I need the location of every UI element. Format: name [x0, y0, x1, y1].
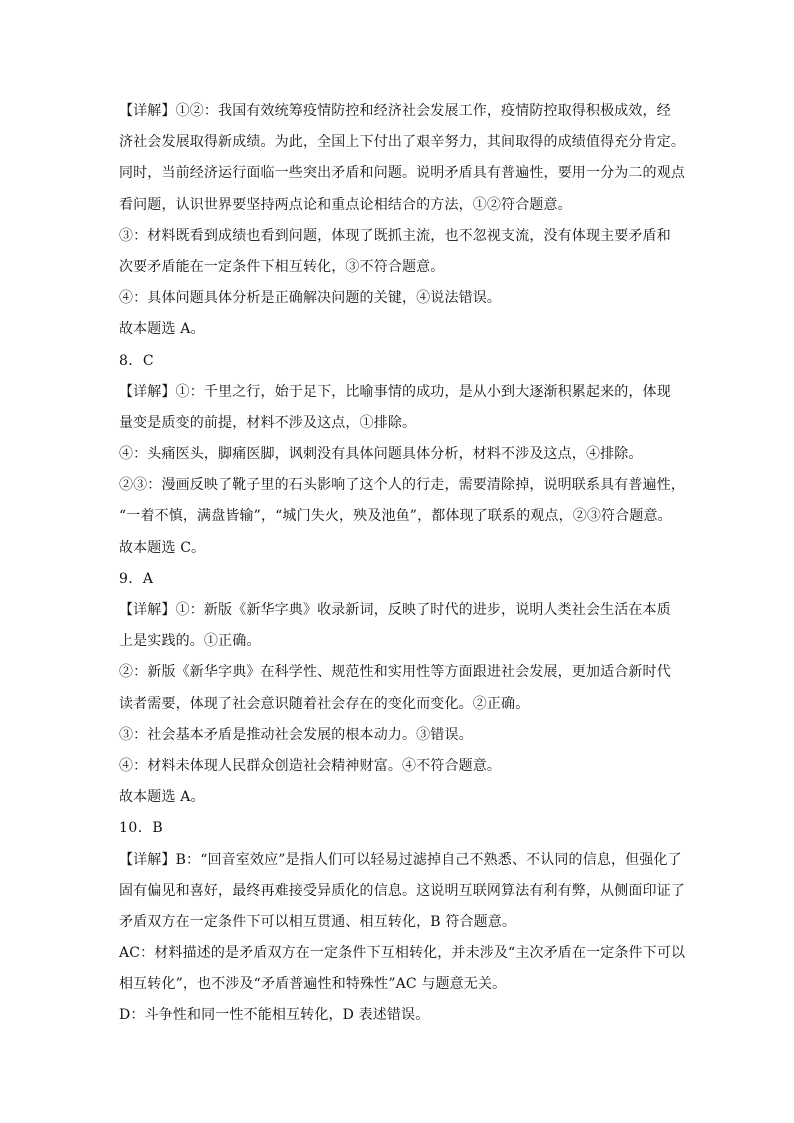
text-line: ④：头痛医头，脚痛医脚，讽刺没有具体问题具体分析，材料不涉及这点，④排除。	[119, 446, 643, 463]
text-line: 故本题选 A。	[119, 321, 205, 338]
text-line: 【详解】B：“回音室效应”是指人们可以轻易过滤掉自己不熟悉、不认同的信息，但强化了	[119, 851, 682, 868]
text-line: AC：材料描述的是矛盾双方在一定条件下互相转化，并未涉及“主次矛盾在一定条件下可以	[119, 945, 686, 962]
text-line: 固有偏见和喜好，最终再难接受异质化的信息。这说明互联网算法有利有弊，从侧面印证了	[119, 882, 685, 899]
text-line: ③：材料既看到成绩也看到问题，体现了既抓主流，也不忽视支流，没有体现主要矛盾和	[119, 227, 671, 244]
text-line: 故本题选 C。	[119, 539, 206, 556]
text-line: 故本题选 A。	[119, 789, 205, 806]
text-line: 相互转化”，也不涉及“矛盾普遍性和特殊性”AC 与题意无关。	[119, 976, 507, 993]
text-line: 看问题，认识世界要坚持两点论和重点论相结合的方法，①②符合题意。	[119, 196, 572, 213]
question-number: 9．A	[119, 570, 154, 587]
text-line: 读者需要，体现了社会意识随着社会存在的变化而变化。②正确。	[119, 695, 530, 712]
text-line: 上是实践的。①正确。	[119, 633, 261, 650]
text-line: ②③：漫画反映了靴子里的石头影响了这个人的行走，需要清除掉，说明联系具有普遍性，	[119, 477, 685, 494]
text-line: 济社会发展取得新成绩。为此，全国上下付出了艰辛努力，其间取得的成绩值得充分肯定。	[119, 134, 685, 151]
text-line: 次要矛盾能在一定条件下相互转化，③不符合题意。	[119, 258, 445, 275]
text-line: 【详解】①②：我国有效统筹疫情防控和经济社会发展工作，疫情防控取得积极成效，经	[119, 103, 671, 119]
text-line: “一着不慎，满盘皆输”，“城门失火，殃及池鱼”，都体现了联系的观点，②③符合题意。	[119, 508, 672, 525]
text-line: D：斗争性和同一性不能相互转化，D 表述错误。	[119, 1007, 430, 1024]
question-number: 10．B	[119, 820, 164, 837]
text-line: 矛盾双方在一定条件下可以相互贯通、相互转化，B 符合题意。	[119, 913, 517, 930]
text-line: ③：社会基本矛盾是推动社会发展的根本动力。③错误。	[119, 726, 473, 743]
text-line: 同时，当前经济运行面临一些突出矛盾和问题。说明矛盾具有普遍性，要用一分为二的观点	[119, 165, 685, 182]
question-number: 8．C	[119, 352, 155, 369]
text-line: ④：材料未体现人民群众创造社会精神财富。④不符合题意。	[119, 757, 502, 774]
text-line: 【详解】①：新版《新华字典》收录新词，反映了时代的进步，说明人类社会生活在本质	[119, 602, 671, 618]
text-line: 【详解】①：千里之行，始于足下，比喻事情的成功，是从小到大逐渐积累起来的，体现	[119, 383, 671, 400]
text-line: ④：具体问题具体分析是正确解决问题的关键，④说法错误。	[119, 290, 502, 307]
text-line: 量变是质变的前提，材料不涉及这点，①排除。	[119, 414, 417, 431]
answer-explanation-document	[119, 96, 686, 1032]
text-line: ②：新版《新华字典》在科学性、规范性和实用性等方面跟进社会发展，更加适合新时代	[119, 664, 671, 681]
